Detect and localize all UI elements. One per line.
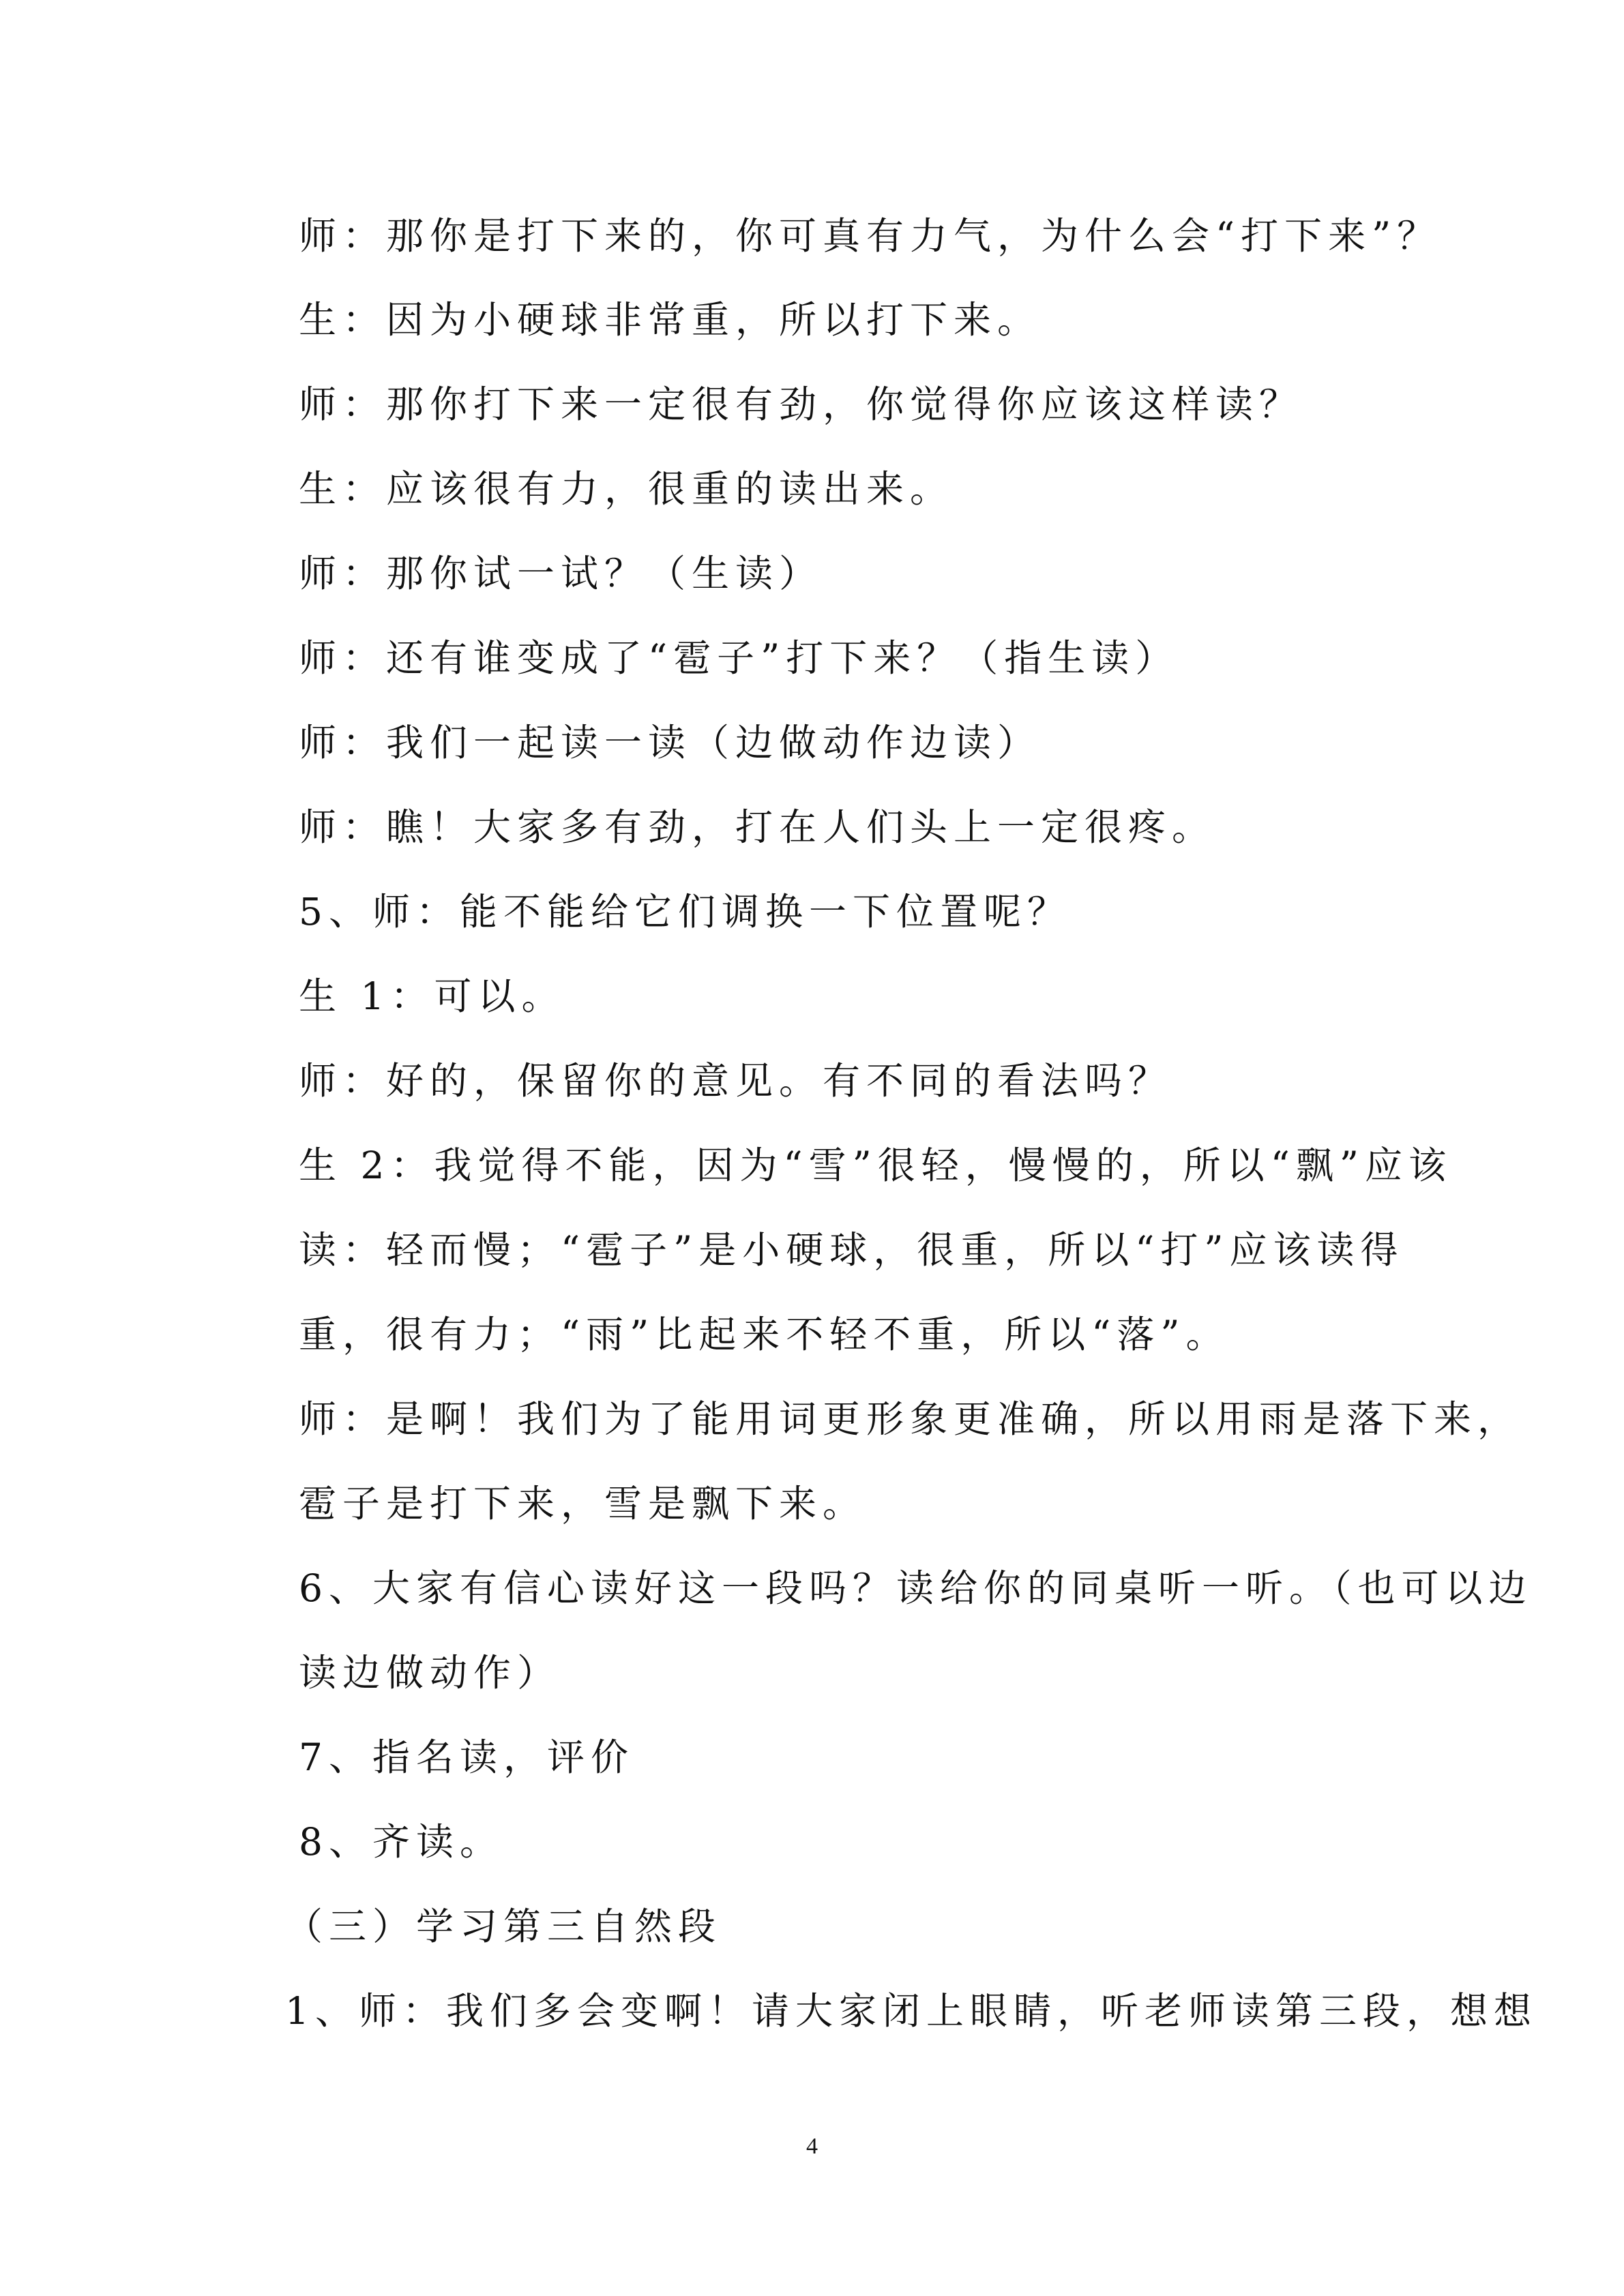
text-line: 师：还有谁变成了“雹子”打下来？（指生读） (299, 636, 1179, 680)
text-line: 师：那你是打下来的，你可真有力气，为什么会“打下来”？ (299, 214, 1441, 258)
text-line: 6、大家有信心读好这一段吗？读给你的同桌听一听。（也可以边 (299, 1566, 1533, 1610)
text-line: 师：我们一起读一读（边做动作边读） (299, 721, 1042, 764)
text-line: 师：那你打下来一定很有劲，你觉得你应该这样读？ (299, 383, 1303, 426)
text-line: 5、师：能不能给它们调换一下位置呢？ (299, 890, 1071, 934)
page-number: 4 (806, 2134, 818, 2159)
text-line: 生：因为小硬球非常重，所以打下来。 (299, 298, 1042, 342)
text-line: 师：那你试一试？（生读） (299, 552, 823, 595)
text-line: 7、指名读，评价 (299, 1735, 634, 1779)
text-line: 雹子是打下来，雪是飘下来。 (299, 1482, 867, 1525)
text-line: 读：轻而慢；“雹子”是小硬球，很重，所以“打”应该读得 (299, 1228, 1404, 1272)
section-heading: （三）学习第三自然段 (285, 1905, 722, 1948)
text-line: 8、齐读。 (299, 1820, 503, 1864)
text-line: 1、师：我们多会变啊！请大家闭上眼睛，听老师读第三段，想想 (285, 1989, 1537, 2033)
text-line: 重，很有力；“雨”比起来不轻不重，所以“落”。 (299, 1313, 1230, 1356)
text-line: 师：是啊！我们为了能用词更形象更准确，所以用雨是落下来， (299, 1397, 1522, 1441)
text-line: 读边做动作） (299, 1651, 561, 1695)
text-line: 生 2：我觉得不能，因为“雪”很轻，慢慢的，所以“飘”应该 (299, 1144, 1452, 1187)
text-line: 师：瞧！大家多有劲，打在人们头上一定很疼。 (299, 805, 1216, 849)
text-line: 生：应该很有力，很重的读出来。 (299, 467, 954, 511)
text-line: 师：好的，保留你的意见。有不同的看法吗？ (299, 1059, 1172, 1103)
text-line: 生 1：可以。 (299, 974, 565, 1018)
